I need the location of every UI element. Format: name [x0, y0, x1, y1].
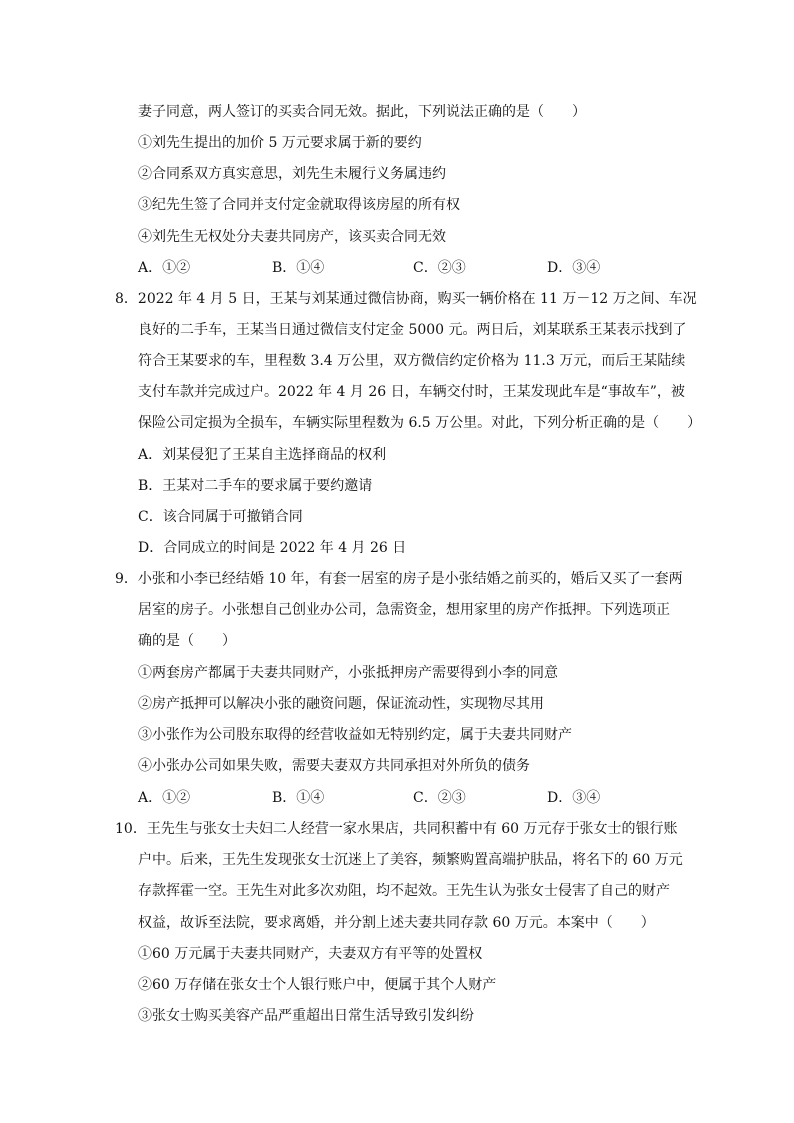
q7-statement-3: ③纪先生签了合同并支付定金就取得该房屋的所有权: [138, 197, 460, 213]
q9-statement-4: ④小张办公司如果失败，需要夫妻双方共同承担对外所负的债务: [138, 758, 530, 774]
q10-statement-2: ②60 万存储在张女士个人银行账户中，便属于其个人财产: [138, 977, 497, 993]
q10-stem-line: 10．王先生与张女士夫妇二人经营一家水果店，共同积蓄中有 60 万元存于张女士的银行账: [115, 821, 678, 837]
q9-stem-line: 确的是（ ）: [138, 633, 236, 649]
q10-statement-1: ①60 万元属于夫妻共同财产，夫妻双方有平等的处置权: [138, 946, 483, 962]
q7-option-c: C．②③: [413, 260, 466, 276]
q9-option-a: A．①②: [138, 790, 191, 806]
q7-statement-4: ④刘先生无权处分夫妻共同房产，该买卖合同无效: [138, 229, 446, 245]
q8-stem-line: 支付车款并完成过户。2022 年 4 月 26 日，车辆交付时，王某发现此车是“事故车”，被: [138, 384, 685, 400]
q10-stem-line: 存款挥霍一空。王先生对此多次劝阻，均不起效。王先生认为张女士侵害了自己的财产: [138, 883, 670, 899]
q8-stem-line: 8．2022 年 4 月 5 日，王某与刘某通过微信协商，购买一辆价格在 11 万－12 万之间、车况: [115, 291, 697, 307]
q9-option-c: C．②③: [413, 790, 466, 806]
q9-statement-2: ②房产抵押可以解决小张的融资问题，保证流动性，实现物尽其用: [138, 696, 544, 712]
q10-statement-3: ③张女士购买美容产品严重超出日常生活导致引发纠纷: [138, 1008, 474, 1024]
q9-statement-3: ③小张作为公司股东取得的经营收益如无特别约定，属于夫妻共同财产: [138, 727, 572, 743]
q8-stem-line: 符合王某要求的车，里程数 3.4 万公里，双方微信约定价格为 11.3 万元，而后王某陆续: [138, 353, 686, 369]
q8-choice-d: D．合同成立的时间是 2022 年 4 月 26 日: [138, 540, 407, 556]
q10-stem-line: 权益，故诉至法院，要求离婚，并分割上述夫妻共同存款 60 万元。本案中（ ）: [138, 915, 655, 931]
q8-stem-line: 保险公司定损为全损车，车辆实际里程数为 6.5 万公里。对此，下列分析正确的是（ ）: [138, 415, 702, 431]
q9-option-d: D．③④: [547, 790, 601, 806]
q8-choice-b: B．王某对二手车的要求属于要约邀请: [138, 478, 373, 494]
q7-option-d: D．③④: [547, 260, 601, 276]
q9-stem-line: 9．小张和小李已经结婚 10 年，有套一居室的房子是小张结婚之前买的，婚后又买了一套两: [115, 571, 683, 587]
q7-statement-2: ②合同系双方真实意思，刘先生未履行义务属违约: [138, 166, 446, 182]
q7-option-a: A．①②: [138, 260, 191, 276]
q8-choice-c: C．该合同属于可撤销合同: [138, 509, 303, 525]
q9-statement-1: ①两套房产都属于夫妻共同财产，小张抵押房产需要得到小李的同意: [138, 665, 558, 681]
q7-option-b: B．①④: [272, 260, 325, 276]
q9-stem-line: 居室的房子。小张想自己创业办公司，急需资金，想用家里的房产作抵押。下列选项正: [138, 602, 670, 618]
q7-stem-line: 妻子同意，两人签订的买卖合同无效。据此，下列说法正确的是（ ）: [138, 104, 586, 120]
q9-option-b: B．①④: [272, 790, 325, 806]
q8-choice-a: A．刘某侵犯了王某自主选择商品的权利: [138, 447, 387, 463]
q7-statement-1: ①刘先生提出的加价 5 万元要求属于新的要约: [138, 135, 422, 151]
q8-stem-line: 良好的二手车，王某当日通过微信支付定金 5000 元。两日后，刘某联系王某表示找到了: [138, 322, 687, 338]
q10-stem-line: 户中。后来，王先生发现张女士沉迷上了美容，频繁购置高端护肤品，将名下的 60 万元: [138, 852, 683, 868]
